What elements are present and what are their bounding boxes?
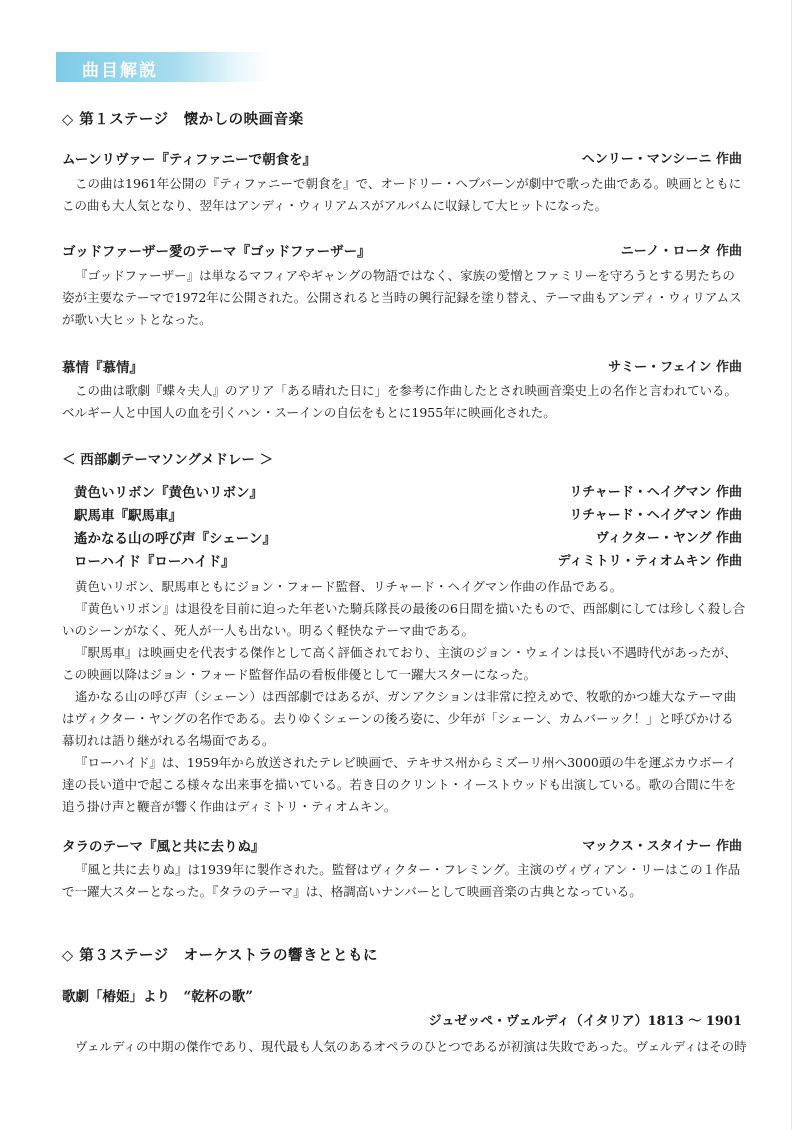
piece-composer: ジュゼッペ・ヴェルディ（イタリア）1813 ～ 1901 xyxy=(428,1014,742,1029)
medley-item xyxy=(74,481,742,501)
medley-item-title: 駅馬車『駅馬車』 xyxy=(74,508,182,524)
piece-title: ムーンリヴァー『ティファニーで朝食を』 xyxy=(62,152,317,168)
medley-item-title: 黄色いリボン『黄色いリボン』 xyxy=(74,485,263,501)
medley-heading: ＜ 西部劇テーマソングメドレー ＞ xyxy=(62,452,274,468)
piece-composer: サミー・フェイン 作曲 xyxy=(608,360,742,375)
medley-description xyxy=(62,576,746,818)
piece-title: 歌劇「椿姫」より “乾杯の歌” xyxy=(62,989,254,1005)
piece-header xyxy=(62,148,742,168)
piece-header xyxy=(62,835,742,855)
description-paragraph: 『黄色いリボン』は退役を目前に迫った年老いた騎兵隊長の最後の6日間を描いたもので、西部劇にしては珍しく殺し合いのシーンがなく、死人が一人も出ない。明るく軽快なテーマ曲である。 xyxy=(62,601,746,638)
description-paragraph: ヴェルディの中期の傑作であり、現代最も人気のあるオペラのひとつであるが初演は失敗であった。ヴェルディはその時 xyxy=(75,1039,747,1054)
piece-description xyxy=(62,859,746,903)
piece-composer: マックス・スタイナー 作曲 xyxy=(582,839,742,854)
medley-item xyxy=(74,550,742,570)
description-paragraph: 黄色いリボン、駅馬車ともにジョン・フォード監督、リチャード・ヘイグマン作曲の作品である。 xyxy=(75,579,623,594)
stage3-heading: ◇ 第３ステージ オーケストラの響きとともに xyxy=(62,948,379,964)
stage1-heading: ◇ 第１ステージ 懐かしの映画音楽 xyxy=(62,112,304,128)
piece-title: タラのテーマ『風と共に去りぬ』 xyxy=(62,839,265,855)
section-banner-label: 曲目解説 xyxy=(82,61,158,81)
medley-item-title: 遙かなる山の呼び声『シェーン』 xyxy=(74,531,276,547)
medley-item-composer: リチャード・ヘイグマン 作曲 xyxy=(569,485,742,500)
piece-description xyxy=(62,380,746,424)
medley-item-composer: リチャード・ヘイグマン 作曲 xyxy=(569,508,742,523)
piece-header xyxy=(62,356,742,376)
description-paragraph: 遙かなる山の呼び声（シェーン）は西部劇ではあるが、ガンアクションは非常に控えめで、牧歌的かつ雄大なテーマ曲はヴィクター・ヤングの名作である。去りゆくシェーンの後ろ姿に、少年が「シェーン、カムバーック！」と呼びかける幕切れは語り継がれる名場面である。 xyxy=(62,689,737,748)
piece-title: 慕情『慕情』 xyxy=(62,360,143,376)
piece-description xyxy=(62,173,746,217)
description-paragraph: 『風と共に去りぬ』は1939年に製作された。監督はヴィクター・フレミング。主演のヴィヴィアン・リーはこの１作品で一躍大スターとなった。『タラのテーマ』は、格調高いナンバーとして映画音楽の古典となっている。 xyxy=(62,862,741,899)
description-paragraph: 『駅馬車』は映画史を代表する傑作として高く評価されており、主演のジョン・ウェインは長い不遇時代があったが、この映画以降はジョン・フォード監督作品の看板俳優として一躍大スターになった。 xyxy=(62,645,737,682)
page-edge xyxy=(791,0,792,1130)
description-paragraph: この曲は1961年公開の『ティファニーで朝食を』で、オードリー・ヘプバーンが劇中で歌った曲である。映画とともにこの曲も大人気となり、翌年はアンディ・ウィリアムスがアルバムに収録して大ヒットになった。 xyxy=(62,176,742,213)
piece-description xyxy=(62,1036,746,1058)
medley-item xyxy=(74,504,742,524)
description-paragraph: 『ローハイド』は、1959年から放送されたテレビ映画で、テキサス州からミズーリ州へ3000頭の牛を運ぶカウボーイ達の長い道中で起こる様々な出来事を描いている。若き日のクリント・イーストウッドも出演している。歌の合間に牛を追う掛け声と鞭音が響く作曲はディミトリ・ティオムキン。 xyxy=(62,755,737,814)
description-paragraph: この曲は歌劇『蝶々夫人』のアリア「ある晴れた日に」を参考に作曲したとされ映画音楽史上の名作と言われている。ベルギー人と中国人の血を引くハン・スーインの自伝をもとに1955年に映画化された。 xyxy=(62,383,738,420)
medley-item xyxy=(74,527,742,547)
description-paragraph: 『ゴッドファーザー』は単なるマフィアやギャングの物語ではなく、家族の愛憎とファミリーを守ろうとする男たちの姿が主要なテーマで1972年に公開された。公開されると当時の興行記録を塗り替え、テーマ曲もアンディ・ウィリアムスが歌い大ヒットとなった。 xyxy=(62,268,742,327)
piece-title: ゴッドファーザー愛のテーマ『ゴッドファーザー』 xyxy=(62,244,371,260)
piece-description xyxy=(62,265,746,331)
medley-item-title: ローハイド『ローハイド』 xyxy=(74,554,235,570)
medley-item-composer: ヴィクター・ヤング 作曲 xyxy=(595,531,742,546)
piece-composer: ヘンリー・マンシーニ 作曲 xyxy=(581,152,742,167)
piece-composer: ニーノ・ロータ 作曲 xyxy=(620,244,742,259)
section-banner xyxy=(56,52,270,82)
medley-item-composer: ディミトリ・ティオムキン 作曲 xyxy=(557,554,742,569)
piece-header xyxy=(62,240,742,260)
